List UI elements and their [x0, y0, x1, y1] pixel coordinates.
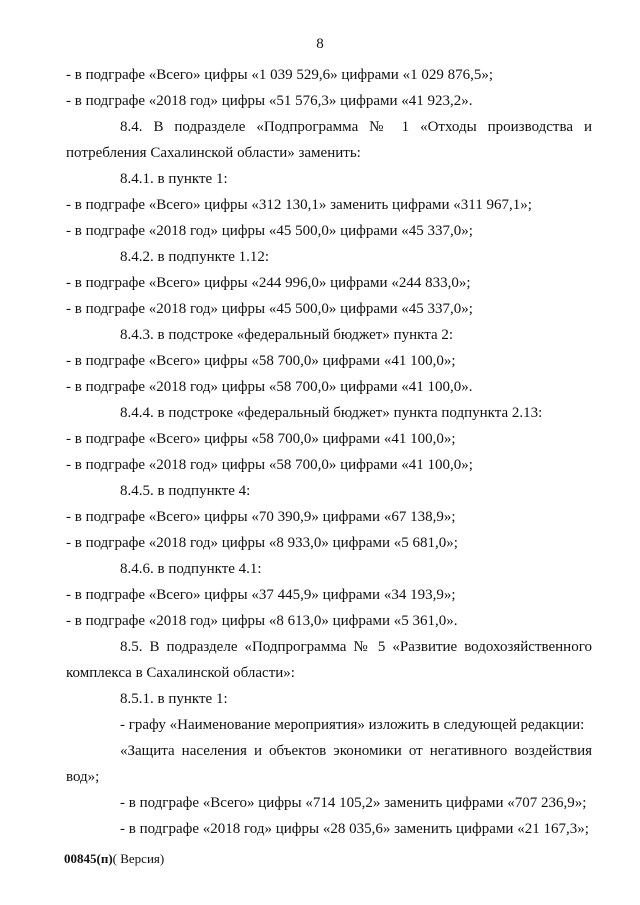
version-label: ( Версия): [112, 851, 165, 866]
subsection-heading: 8.4.4. в подстроке «федеральный бюджет» пункта подпункта 2.13:: [120, 405, 543, 421]
subsection-heading: 8.4.6. в подпункте 4.1:: [120, 561, 262, 577]
paragraph-heading: 8.4. В подразделе «Подпрограмма № 1 «Отходы производства и: [120, 119, 592, 135]
subsection-heading: 8.4.2. в подпункте 1.12:: [120, 249, 270, 265]
text-line: - в подграфе «Всего» цифры «70 390,9» цифрами «67 138,9»;: [66, 509, 456, 525]
text-line: комплекса в Сахалинской области»:: [66, 665, 295, 681]
document-footer: [64, 851, 164, 867]
subsection-heading: 8.5.1. в пункте 1:: [120, 691, 228, 707]
subsection-heading: 8.4.1. в пункте 1:: [120, 171, 228, 187]
subsection-heading: 8.4.3. в подстроке «федеральный бюджет» пункта 2:: [120, 327, 454, 343]
subsection-heading: 8.4.5. в подпункте 4:: [120, 483, 251, 499]
text-line: - в подграфе «2018 год» цифры «45 500,0» цифрами «45 337,0»;: [66, 223, 473, 239]
document-body: [66, 62, 592, 842]
document-code: 00845(п): [64, 851, 113, 866]
text-line: - в подграфе «Всего» цифры «58 700,0» цифрами «41 100,0»;: [66, 353, 456, 369]
text-line: - в подграфе «2018 год» цифры «58 700,0» цифрами «41 100,0»;: [66, 457, 473, 473]
text-line: «Защита населения и объектов экономики от негативного воздействия: [120, 743, 592, 759]
text-line: - в подграфе «2018 год» цифры «8 613,0» цифрами «5 361,0».: [66, 613, 458, 629]
text-line: вод»;: [66, 769, 100, 785]
text-line: потребления Сахалинской области» заменить:: [66, 145, 361, 161]
text-line: - в подграфе «Всего» цифры «312 130,1» заменить цифрами «311 967,1»;: [66, 197, 532, 213]
text-line: - в подграфе «Всего» цифры «714 105,2» заменить цифрами «707 236,9»;: [120, 795, 587, 811]
page-number: 8: [316, 36, 324, 52]
text-line: - графу «Наименование мероприятия» изложить в следующей редакции:: [120, 717, 585, 733]
text-line: - в подграфе «Всего» цифры «244 996,0» цифрами «244 833,0»;: [66, 275, 471, 291]
text-line: - в подграфе «2018 год» цифры «51 576,3» цифрами «41 923,2».: [66, 93, 473, 109]
text-line: - в подграфе «2018 год» цифры «28 035,6» заменить цифрами «21 167,3»;: [120, 821, 589, 837]
text-line: - в подграфе «Всего» цифры «58 700,0» цифрами «41 100,0»;: [66, 431, 456, 447]
text-line: - в подграфе «2018 год» цифры «58 700,0» цифрами «41 100,0».: [66, 379, 473, 395]
text-line: - в подграфе «2018 год» цифры «45 500,0» цифрами «45 337,0»;: [66, 301, 473, 317]
text-line: - в подграфе «2018 год» цифры «8 933,0» цифрами «5 681,0»;: [66, 535, 458, 551]
text-line: - в подграфе «Всего» цифры «1 039 529,6» цифрами «1 029 876,5»;: [66, 67, 493, 83]
paragraph-heading: 8.5. В подразделе «Подпрограмма № 5 «Развитие водохозяйственного: [120, 639, 592, 655]
text-line: - в подграфе «Всего» цифры «37 445,9» цифрами «34 193,9»;: [66, 587, 456, 603]
